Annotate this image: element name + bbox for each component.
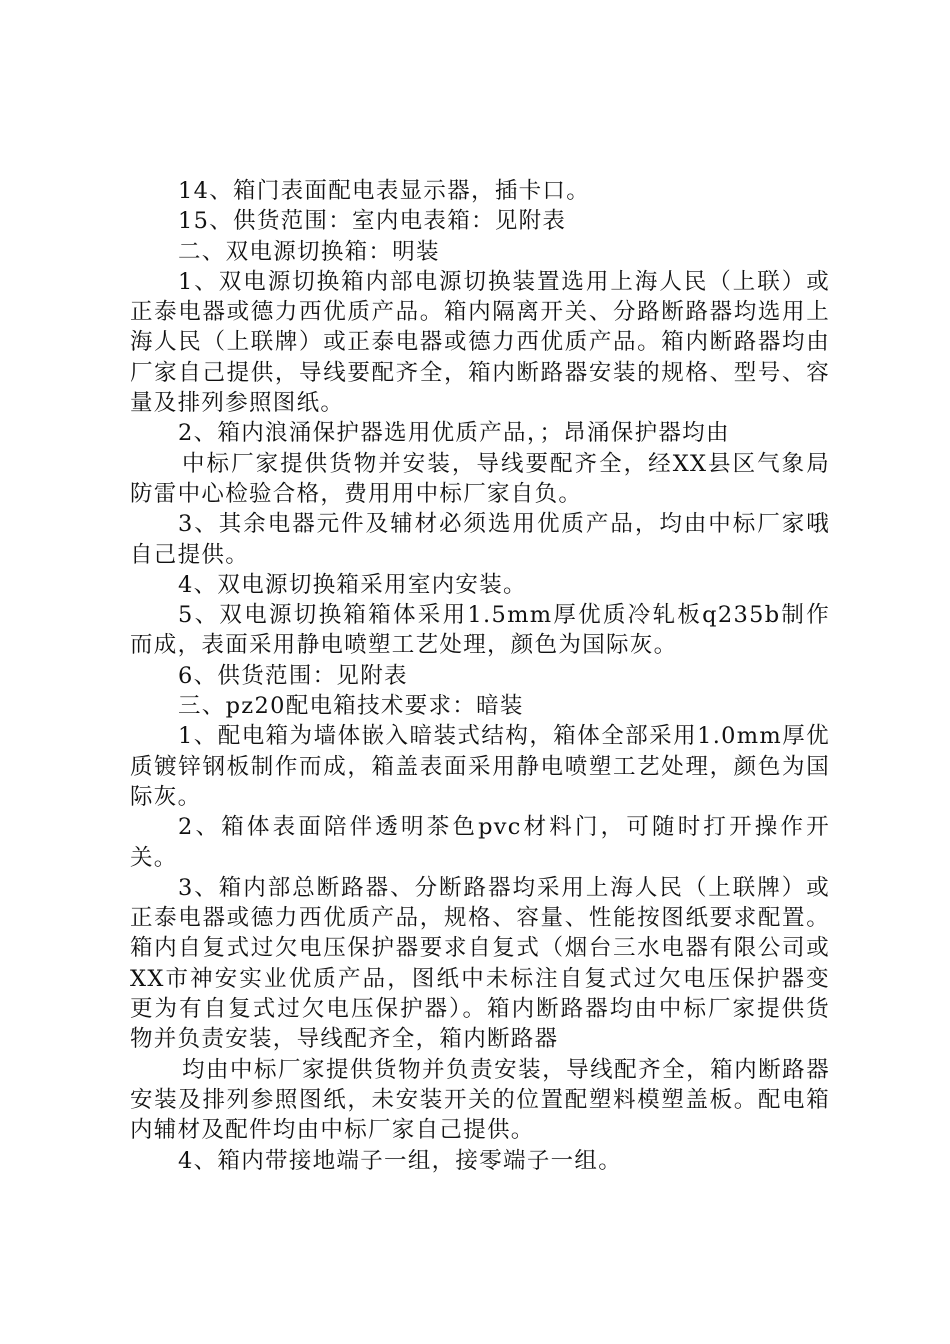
section-heading-dual-power: 二、双电源切换箱：明装 [178, 238, 440, 265]
paragraph-pz20-2: 2、箱体表面陪伴透明茶色pvc材料门，可随时打开操作开关。 [130, 814, 830, 871]
paragraph-pz20-1: 1、配电箱为墙体嵌入暗装式结构，箱体全部采用1.0mm厚优质镀锌钢板制作而成，箱盖表面采用静电喷塑工艺处理，颜色为国际灰。 [130, 723, 830, 810]
paragraph-dual-power-3: 3、其余电器元件及辅材必须选用优质产品，均由中标厂家哦自己提供。 [130, 511, 830, 568]
paragraph-dual-power-2-continued: 中标厂家提供货物并安装，导线要配齐全，经XX县区气象局防雷中心检验合格，费用用中标厂家自负。 [130, 450, 830, 507]
paragraph-dual-power-2: 2、箱内浪涌保护器选用优质产品，；昂涌保护器均由 [178, 420, 730, 447]
paragraph-item-14: 14、箱门表面配电表显示器，插卡口。 [178, 178, 591, 204]
paragraph-dual-power-5: 5、双电源切换箱箱体采用1.5mm厚优质冷轧板q235b制作而成，表面采用静电喷塑工艺处理，颜色为国际灰。 [130, 602, 830, 659]
paragraph-dual-power-4: 4、双电源切换箱采用室内安装。 [178, 571, 527, 598]
document-body [130, 176, 830, 1176]
paragraph-dual-power-6: 6、供货范围：见附表 [178, 662, 408, 689]
paragraph-dual-power-1: 1、双电源切换箱内部电源切换装置选用上海人民（上联）或正泰电器或德力西优质产品。箱内隔离开关、分路断路器均选用上海人民（上联牌）或正泰电器或德力西优质产品。箱内断路器均由厂家自己提供，导线要配齐全，箱内断路器安装的规格、型号、容量及排列参照图纸。 [130, 268, 830, 417]
section-heading-pz20: 三、pz20配电箱技术要求：暗装 [178, 693, 524, 720]
paragraph-item-15: 15、供货范围：室内电表箱：见附表 [178, 208, 567, 235]
paragraph-pz20-4: 4、箱内带接地端子一组，接零端子一组。 [178, 1147, 623, 1174]
paragraph-pz20-3-continued: 均由中标厂家提供货物并负责安装，导线配齐全，箱内断路器安装及排列参照图纸，未安装开关的位置配塑料模塑盖板。配电箱内辅材及配件均由中标厂家自己提供。 [130, 1056, 830, 1144]
paragraph-pz20-3: 3、箱内部总断路器、分断路器均采用上海人民（上联牌）或正泰电器或德力西优质产品，规格、容量、性能按图纸要求配置。箱内自复式过欠电压保护器要求自复式（烟台三水电器有限公司或XX市神安实业优质产品，图纸中未标注自复式过欠电压保护器变更为有自复式过欠电压保护器）。箱内断路器均由中标厂家提供货物并负责安装，导线配齐全，箱内断路器 [130, 874, 830, 1053]
